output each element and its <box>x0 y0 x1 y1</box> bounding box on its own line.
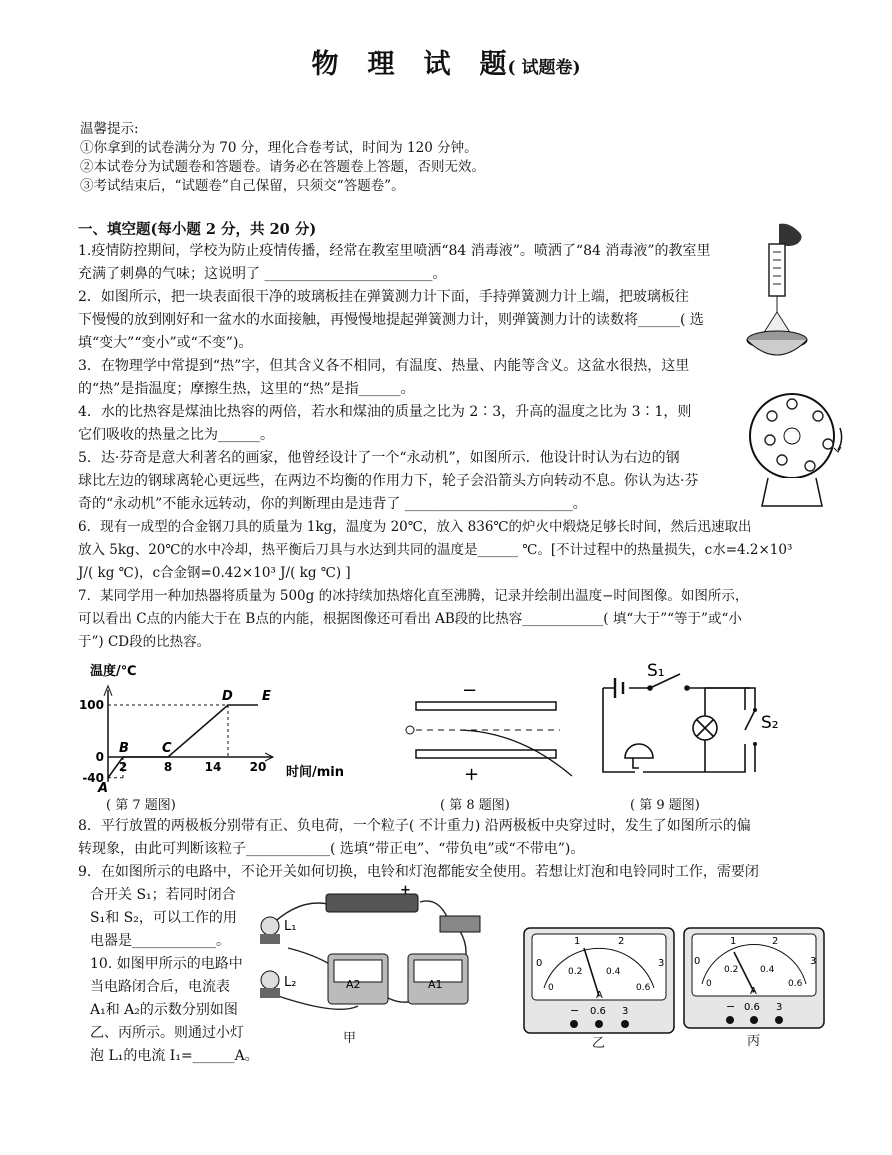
x-tick-label: 14 <box>204 760 222 774</box>
temperature-line <box>108 705 258 778</box>
l1-label: L₁ <box>284 919 297 934</box>
tip-item: ③考试结束后，“试题卷”自己保留，只须交“答题卷”。 <box>80 178 405 194</box>
caption-jia: 甲 <box>343 1031 357 1046</box>
question-8 <box>78 815 751 861</box>
s2-label: S₂ <box>761 713 779 733</box>
tip-item: ①你拿到的试卷满分为 70 分，理化合卷考试，时间为 120 分钟。 <box>80 140 478 156</box>
question-2 <box>78 286 704 355</box>
bulb-l2-icon <box>261 971 279 989</box>
bell-icon <box>625 744 653 768</box>
perpetual-motion-wheel <box>748 388 848 513</box>
point-label: B <box>119 741 129 756</box>
question-line: 放入 5kg、20℃的水中冷却，热平衡后刀具与水达到共同的温度是______ ℃。[不计过程中的热量损失，c水=4.2×10³ <box>78 542 793 558</box>
question-line: 9．在如图所示的电路中，不论开关如何切换，电铃和灯泡都能安全使用。若想让灯泡和电铃同时工作，需要闭 <box>78 864 759 880</box>
question-line: 1.疫情防控期间，学校为防止疫情传播，经常在教室里喷洒“84 消毒液”。喷洒了“84 消毒液”的教室里 <box>78 243 711 259</box>
svg-text:3: 3 <box>810 956 817 967</box>
svg-text:2: 2 <box>772 936 779 947</box>
title-main: 物 理 试 题 <box>311 49 508 80</box>
particle-icon <box>406 726 414 734</box>
point-label: D <box>222 689 233 704</box>
question-10 <box>90 953 259 1068</box>
ammeter-dial-yi <box>524 928 674 1033</box>
question-line: 7．某同学用一种加热器将质量为 500g 的冰持续加热熔化直至沸腾，记录并绘制出温度−时间图像。如图所示， <box>78 588 749 604</box>
y-tick-label: -40 <box>82 770 104 785</box>
positive-sign: + <box>464 764 480 785</box>
fig9-caption: ( 第 9 题图) <box>630 798 700 813</box>
svg-text:0.4: 0.4 <box>606 967 621 977</box>
y-tick-label: 100 <box>78 698 104 712</box>
s1-label: S₁ <box>647 661 665 681</box>
axle <box>784 428 800 444</box>
switch-icon <box>440 916 480 932</box>
question-3 <box>78 355 689 401</box>
bulb-l1-icon <box>261 917 279 935</box>
hand-icon <box>779 224 802 246</box>
point-label: A <box>98 780 109 796</box>
question-line: S₁和 S₂，可以工作的用 <box>90 910 237 926</box>
caption-bing: 丙 <box>747 1034 761 1049</box>
svg-text:0.6: 0.6 <box>744 1002 760 1013</box>
question-line: 可以看出 C点的内能大于在 B点的内能，根据图像还可看出 AB段的比热容____________( 填“大于”“等于”或“小 <box>78 611 742 627</box>
question-line: 奇的“永动机”不能永远转动，你的判断理由是违背了 ________________________。 <box>78 496 587 512</box>
svg-text:0.2: 0.2 <box>568 967 583 977</box>
svg-text:1: 1 <box>574 936 581 947</box>
point-label: E <box>262 689 271 704</box>
battery-icon <box>615 678 623 698</box>
tips-block <box>80 120 485 196</box>
svg-text:0.4: 0.4 <box>760 965 775 975</box>
question-line: 6．现有一成型的合金钢刀具的质量为 1kg，温度为 20℃，放入 836℃的炉火中煅烧足够长时间，然后迅速取出 <box>78 519 752 535</box>
question-6 <box>78 516 792 585</box>
y-tick-label: 0 <box>95 750 104 764</box>
svg-text:0.6: 0.6 <box>636 983 651 993</box>
question-line: 的“热”是指温度；摩擦生热，这里的“热”是指______。 <box>78 381 415 397</box>
tip-item: ②本试卷分为试题卷和答题卷。请务必在答题卷上答题，否则无效。 <box>80 159 485 175</box>
bell-lamp-circuit <box>595 660 795 785</box>
question-line: 电器是____________。 <box>90 933 230 949</box>
question-line: 当电路闭合后，电流表 <box>90 979 230 995</box>
svg-text:3: 3 <box>658 958 665 969</box>
page-title <box>0 42 892 81</box>
question-line: 充满了刺鼻的气味；这说明了 ________________________。 <box>78 266 447 282</box>
svg-text:0: 0 <box>548 983 554 993</box>
question-line: 于”) CD段的比热容。 <box>78 634 211 650</box>
title-sub: ( 试题卷) <box>507 58 581 78</box>
question-line: 4．水的比热容是煤油比热容的两倍，若水和煤油的质量之比为 2∶3，升高的温度之比为 3∶1，则 <box>78 404 692 420</box>
spring-scale-figure <box>745 222 815 367</box>
x-tick-label: 2 <box>118 760 128 774</box>
svg-text:0: 0 <box>536 958 543 969</box>
question-line: 转现象，由此可判断该粒子____________( 选填“带正电”、“带负电”或“不带电”)。 <box>78 841 585 857</box>
svg-text:0.2: 0.2 <box>724 965 739 975</box>
negative-sign: − <box>462 680 478 701</box>
question-line: 下慢慢的放到刚好和一盆水的水面接触，再慢慢地提起弹簧测力计，则弹簧测力计的读数将______( 选 <box>78 312 704 328</box>
x-tick-label: 20 <box>249 760 267 774</box>
fig8-caption: ( 第 8 题图) <box>440 798 510 813</box>
circuit-photo-jia <box>248 883 508 1028</box>
ammeter-dial-bing <box>684 928 824 1028</box>
svg-text:+: + <box>400 883 411 898</box>
question-4 <box>78 401 691 447</box>
x-tick-label: 8 <box>163 760 173 774</box>
caption-yi: 乙 <box>592 1036 606 1051</box>
question-5 <box>78 447 698 516</box>
l2-label: L₂ <box>284 975 297 990</box>
chart-ylabel: 温度/℃ <box>90 664 137 679</box>
parallel-plates-figure <box>400 678 600 788</box>
svg-text:3: 3 <box>622 1006 629 1017</box>
question-line: J/( kg ℃)，c合金钢=0.42×10³ J/( kg ℃) ] <box>78 565 351 581</box>
svg-text:3: 3 <box>776 1002 783 1013</box>
fig7-caption: ( 第 7 题图) <box>106 798 176 813</box>
question-line: 乙、丙所示。则通过小灯 <box>90 1025 244 1041</box>
negative-plate <box>416 702 556 710</box>
svg-text:0: 0 <box>706 979 712 989</box>
svg-text:0.6: 0.6 <box>590 1006 606 1017</box>
rotation-arrow-icon <box>838 428 842 450</box>
svg-text:−: − <box>726 1000 736 1013</box>
svg-text:−: − <box>570 1004 580 1017</box>
tips-heading: 温馨提示: <box>80 121 139 137</box>
section-title: 一、填空题(每小题 2 分，共 20 分) <box>78 221 317 238</box>
svg-text:2: 2 <box>618 936 625 947</box>
question-line: 5．达·芬奇是意大利著名的画家，他曾经设计了一个“永动机”，如图所示．他设计时认为右边的钢 <box>78 450 680 466</box>
lamp-icon <box>697 720 713 736</box>
question-line: A₁和 A₂的示数分别如图 <box>90 1002 238 1018</box>
question-line: 3．在物理学中常提到“热”字，但其含义各不相同，有温度、热量、内能等含义。这盆水很热，这里 <box>78 358 690 374</box>
wheel-stand <box>762 478 822 506</box>
svg-text:0.6: 0.6 <box>788 979 803 989</box>
point-label: C <box>162 741 172 756</box>
question-line: 球比左边的钢球离轮心更远些，在两边不均衡的作用力下，轮子会沿箭头方向转动不息。你认为达·芬 <box>78 473 699 489</box>
question-line: 填“变大”“变小”或“不变”)。 <box>78 335 253 351</box>
question-7 <box>78 585 748 654</box>
chart-xlabel: 时间/min <box>286 765 345 780</box>
question-1 <box>78 240 711 286</box>
temperature-time-chart <box>80 655 360 805</box>
question-line: 合开关 S₁；若同时闭合 <box>90 887 236 903</box>
question-line: 2．如图所示，把一块表面很干净的玻璃板挂在弹簧测力计下面，手持弹簧测力计上端，把玻璃板往 <box>78 289 689 305</box>
svg-text:0: 0 <box>694 956 701 967</box>
svg-text:A: A <box>596 990 603 1001</box>
question-line: 10. 如图甲所示的电路中 <box>90 956 243 972</box>
a2-label: A2 <box>346 978 361 991</box>
svg-text:1: 1 <box>730 936 737 947</box>
question-line: 8．平行放置的两极板分别带有正、负电荷，一个粒子( 不计重力) 沿两极板中央穿过时，发生了如图所示的偏 <box>78 818 751 834</box>
question-line: 泡 L₁的电流 I₁=______A。 <box>90 1048 259 1064</box>
a1-label: A1 <box>428 978 443 991</box>
svg-text:A: A <box>750 986 757 997</box>
question-line: 它们吸收的热量之比为______。 <box>78 427 274 443</box>
